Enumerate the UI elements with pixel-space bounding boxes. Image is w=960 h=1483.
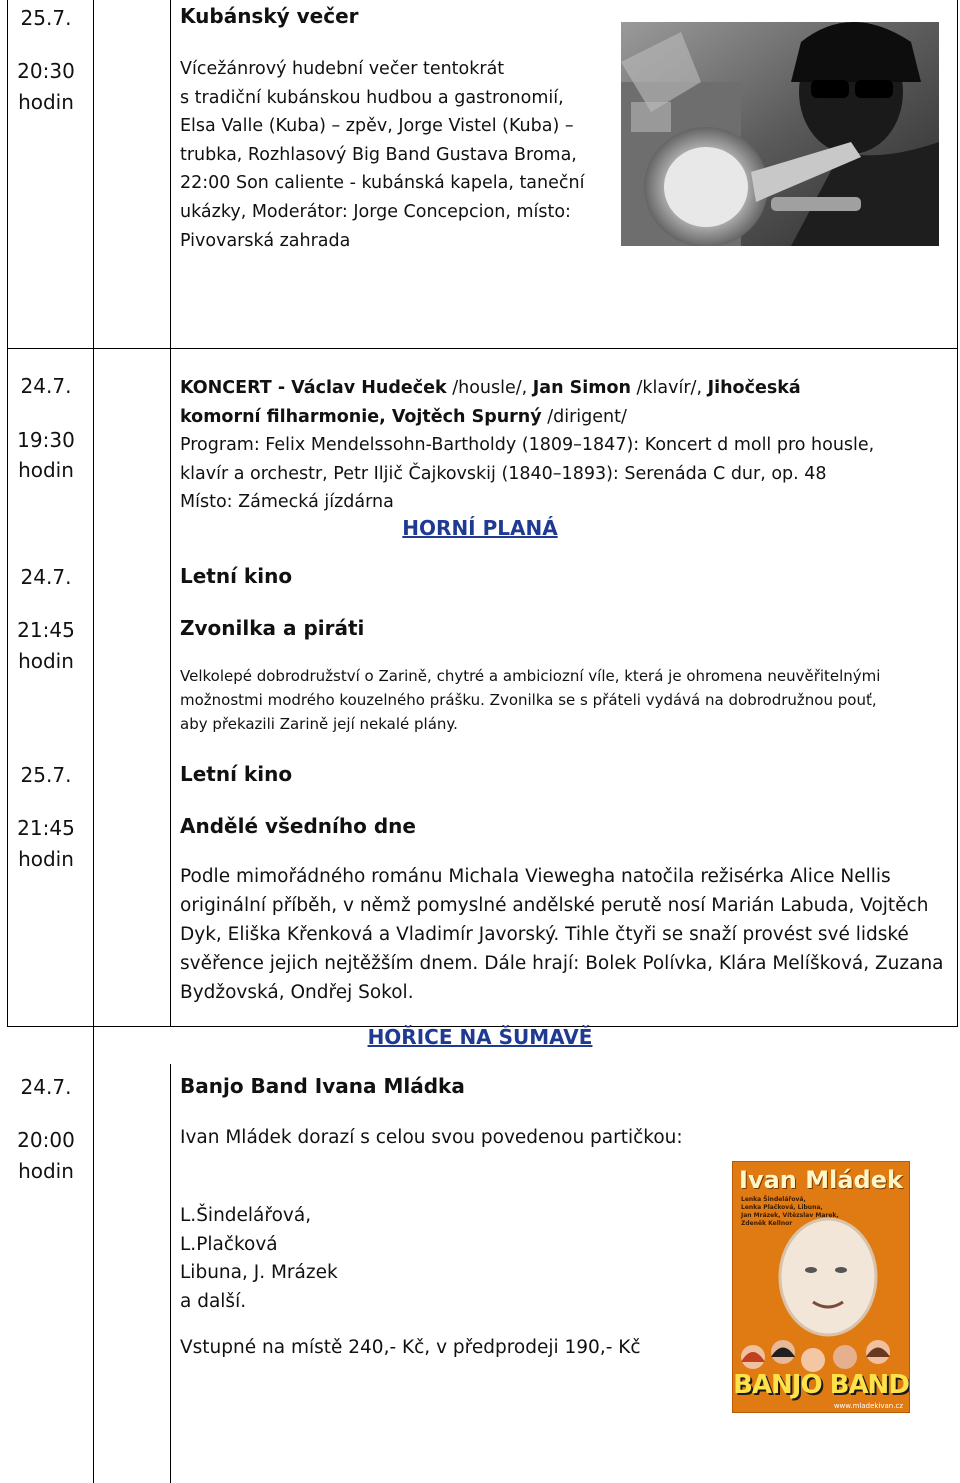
description-line: Dyk, Eliška Křenková a Vladimír Javorský. Tihle čtyři se snaží provést své lidské [180, 924, 909, 945]
concert-line [180, 374, 950, 403]
description-line: Elsa Valle (Kuba) – zpěv, Jorge Vistel (Kuba) – [180, 116, 574, 137]
description-line: aby překazili Zarině její nekalé plány. [180, 715, 458, 733]
event-time-unit: hodin [18, 649, 74, 673]
performer-item: Libuna, J. Mrázek [180, 1262, 338, 1284]
performer-role: /dirigent/ [541, 406, 627, 427]
event-category: Letní kino [180, 762, 293, 786]
event-date: 24.7. [20, 1075, 72, 1099]
poster-url: www.mladekivan.cz [833, 1402, 903, 1410]
place-heading: HORNÍ PLANÁ [402, 516, 558, 540]
description-line: s tradiční kubánskou hudbou a gastronomií, [180, 87, 564, 108]
poster-band-name: BANJO BAND [733, 1370, 909, 1400]
trumpet-player-photo [621, 22, 939, 246]
column-divider-2 [170, 0, 171, 1027]
performer-role: /housle/, [446, 378, 533, 398]
event-category: Letní kino [180, 564, 293, 588]
event-date: 25.7. [20, 763, 72, 787]
event-time-unit: hodin [18, 90, 74, 114]
ticket-price: Vstupné na místě 240,- Kč, v předprodeji 190,- Kč [180, 1337, 641, 1358]
banjo-band-poster [732, 1161, 910, 1413]
column-divider-right [957, 0, 958, 1027]
description-line: svěřence jejich nejtěžším dnem. Dále hrají: Bolek Polívka, Klára Melíšková, Zuzana [180, 953, 944, 974]
poster-member-line: Lenka Plačková, Libuna, [741, 1204, 823, 1211]
performer-item: L.Šindelářová, [180, 1205, 312, 1226]
performer-list [180, 1202, 338, 1316]
event-description [180, 664, 950, 736]
event-date: 25.7. [20, 6, 72, 30]
event-title: Banjo Band Ivana Mládka [180, 1074, 465, 1098]
description-line: trubka, Rozhlasový Big Band Gustava Broma, [180, 144, 577, 165]
event-time: 21:45 [17, 618, 75, 642]
event-date: 24.7. [20, 374, 72, 398]
event-time: 20:30 [17, 59, 75, 83]
event-time: 19:30 [17, 428, 75, 452]
performer-name: KONCERT - Václav Hudeček [180, 378, 447, 398]
column-divider-1 [93, 0, 94, 1483]
description-line: ukázky, Moderátor: Jorge Concepcion, místo: [180, 201, 571, 222]
description-line: 22:00 Son caliente - kubánská kapela, taneční [180, 173, 585, 194]
event-title: Zvonilka a piráti [180, 616, 365, 640]
event-description [180, 55, 610, 255]
event-time: 21:45 [17, 816, 75, 840]
event-time-unit: hodin [18, 1159, 74, 1183]
performer-item: L.Plačková [180, 1233, 278, 1255]
place-heading: HOŘICE NA ŠUMAVĚ [367, 1025, 593, 1049]
row-divider [7, 348, 958, 349]
performer-role: /klavír/, [630, 378, 708, 398]
event-intro: Ivan Mládek dorazí s celou svou povedenou partičkou: [180, 1127, 683, 1148]
poster-member-line: Jan Mrázek, Vítězslav Marek, [741, 1212, 839, 1219]
event-time: 20:00 [17, 1128, 75, 1152]
concert-description [180, 374, 950, 517]
performer-name: Jihočeská [707, 378, 801, 398]
description-line: možnostmi modrého kouzelného prášku. Zvonilka se s přáteli vydává na dobrodružnou pouť, [180, 691, 877, 709]
description-line: Bydžovská, Ondřej Sokol. [180, 982, 414, 1003]
event-title: Andělé všedního dne [180, 814, 416, 838]
event-date: 24.7. [20, 565, 72, 589]
column-divider-2b [170, 1064, 171, 1483]
poster-member-line: Zdeněk Kellnor [741, 1220, 793, 1227]
event-description [180, 862, 950, 1007]
event-time-unit: hodin [18, 458, 74, 482]
poster-heading: Ivan Mládek [739, 1166, 903, 1194]
concert-program: klavír a orchestr, Petr Iljič Čajkovskij (1840–1893): Serenáda C dur, op. 48 [180, 463, 827, 484]
poster-member-line: Lenka Šindelářová, [741, 1196, 806, 1203]
event-title: Kubánský večer [180, 4, 359, 28]
performer-item: a další. [180, 1290, 247, 1312]
description-line: Velkolepé dobrodružství o Zarině, chytré a ambiciozní víle, která je ohromena neuvěřitelnými [180, 667, 881, 685]
description-line: originální příběh, v němž pomyslné andělské perutě nosí Marián Labuda, Vojtěch [180, 895, 929, 916]
description-line: Podle mimořádného románu Michala Viewegha natočila režisérka Alice Nellis [180, 866, 891, 887]
trumpet-player-image [621, 22, 939, 246]
performer-name: Jan Simon [532, 378, 631, 398]
concert-line [180, 403, 950, 432]
description-line: Pivovarská zahrada [180, 230, 351, 251]
concert-program: Program: Felix Mendelssohn-Bartholdy (1809–1847): Koncert d moll pro housle, [180, 435, 875, 455]
performer-name: komorní filharmonie, Vojtěch Spurný [180, 406, 542, 427]
concert-venue: Místo: Zámecká jízdárna [180, 492, 394, 512]
event-time-unit: hodin [18, 847, 74, 871]
description-line: Vícežánrový hudební večer tentokrát [180, 59, 505, 79]
